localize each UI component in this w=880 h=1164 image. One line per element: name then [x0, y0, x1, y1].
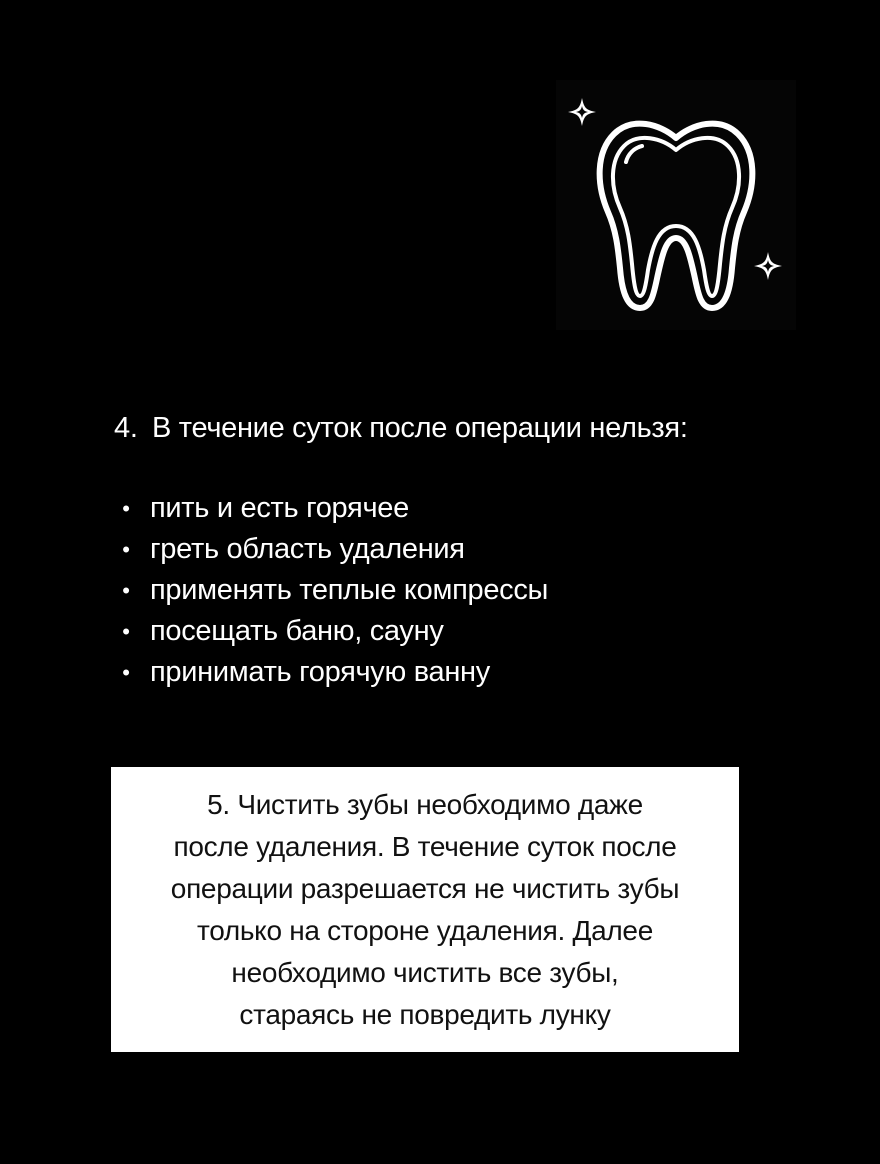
rule-5-line: необходимо чистить все зубы, — [231, 956, 619, 988]
list-item-text: посещать баню, сауну — [150, 615, 444, 647]
bullet: • — [122, 578, 130, 603]
bullet: • — [122, 496, 130, 521]
sparkle-bottom-right-inner — [762, 260, 774, 272]
rule-5-line: 5. Чистить зубы необходимо даже — [207, 788, 643, 820]
list-item-text: принимать горячую ванну — [150, 656, 490, 688]
rule-5-line: операции разрешается не чистить зубы — [170, 872, 680, 904]
bullet: • — [122, 619, 130, 644]
tooth-inner-outline — [613, 138, 739, 296]
rule-5-box — [111, 767, 739, 1052]
rule-4-heading-text: В течение суток после операции нельзя: — [152, 412, 688, 444]
rule-4-number: 4. — [114, 412, 138, 444]
tooth-icon-panel — [556, 80, 796, 330]
bullet: • — [122, 537, 130, 562]
tooth-shine — [626, 146, 642, 162]
list-item — [114, 611, 794, 652]
prohibited-actions-list — [114, 488, 794, 693]
list-item — [114, 570, 794, 611]
rule-4-heading — [114, 408, 794, 448]
rule-5-line: стараясь не повредить лунку — [239, 998, 611, 1030]
sparkle-top-left-inner — [576, 106, 588, 118]
bullet: • — [122, 660, 130, 685]
tooth-sparkle-icon — [556, 80, 796, 330]
list-item — [114, 488, 794, 529]
list-item-text: греть область удаления — [150, 533, 465, 565]
rule-4-section — [114, 408, 794, 693]
list-item — [114, 652, 794, 693]
rule-5-line: после удаления. В течение суток после — [173, 830, 677, 862]
rule-5-line: только на стороне удаления. Далее — [196, 914, 653, 946]
list-item-text: пить и есть горячее — [150, 492, 409, 524]
list-item-text: применять теплые компрессы — [150, 574, 549, 606]
list-item — [114, 529, 794, 570]
rule-5-text — [171, 784, 679, 1036]
